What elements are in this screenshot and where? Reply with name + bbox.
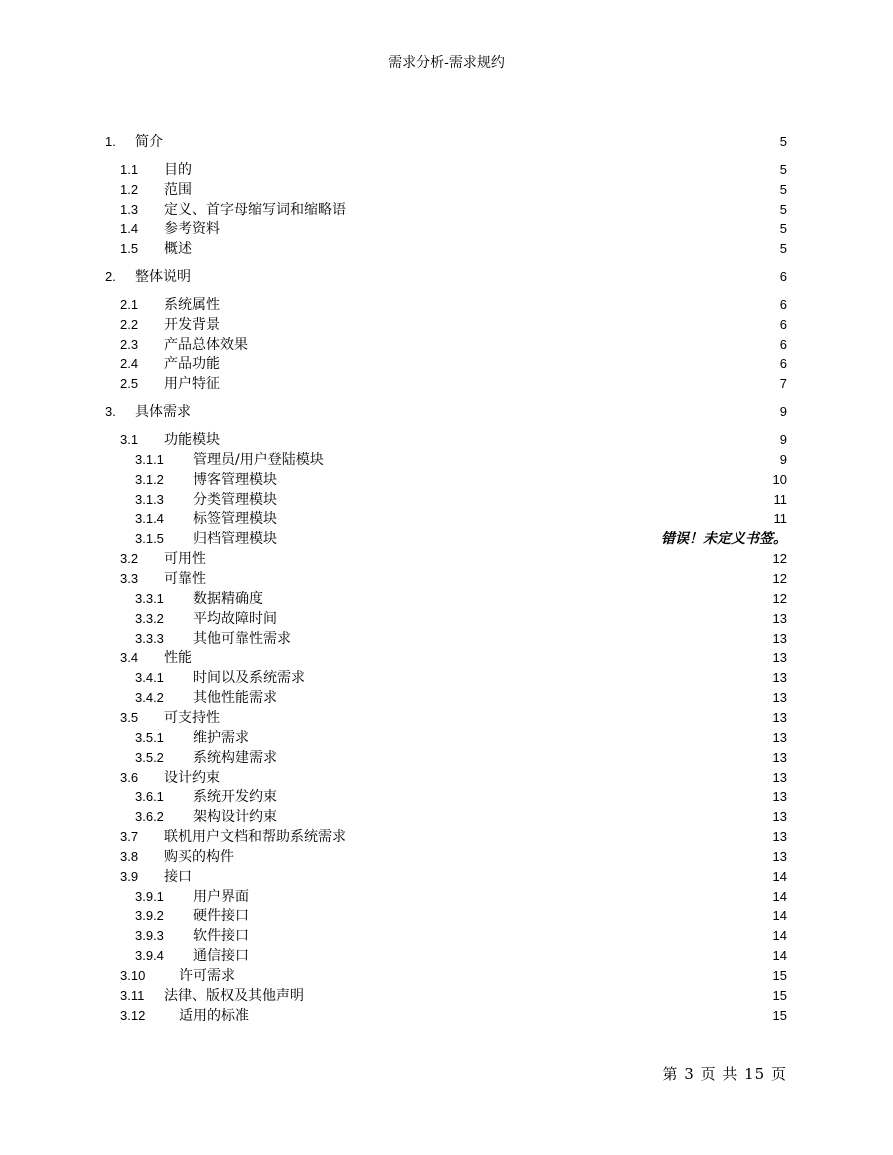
toc-entry-number: 3.6.2 [135, 809, 164, 824]
toc-entry[interactable] [0, 867, 893, 887]
toc-entry[interactable] [0, 267, 893, 287]
toc-entry-title: 开发背景 [164, 317, 220, 333]
toc-entry-number: 3.1.1 [135, 452, 164, 467]
toc-entry-number: 3.3 [120, 571, 139, 586]
toc-entry-page: 10 [772, 472, 787, 487]
toc-entry-page: 6 [779, 317, 787, 332]
toc-entry-number: 3.5.2 [135, 750, 164, 765]
toc-entry[interactable] [0, 807, 893, 827]
toc-entry[interactable] [0, 648, 893, 668]
toc-entry-page: 14 [772, 889, 787, 904]
toc-entry-page: 9 [779, 404, 787, 419]
toc-entry-page: 12 [772, 551, 787, 566]
page-footer: 第 3 页 共 15 页 [662, 1065, 787, 1083]
toc-entry-page: 13 [772, 611, 787, 626]
toc-entry[interactable] [0, 450, 893, 470]
toc-entry-number: 3.8 [120, 849, 139, 864]
toc-entry-page: 9 [779, 432, 787, 447]
toc-entry-number: 3.3.2 [135, 611, 164, 626]
toc-entry-title: 时间以及系统需求 [193, 670, 305, 686]
toc-entry-title: 概述 [164, 241, 192, 257]
toc-entry-page: 13 [772, 849, 787, 864]
toc-entry-number: 1. [105, 134, 116, 149]
toc-entry-page: 13 [772, 809, 787, 824]
toc-entry-number: 1.1 [120, 162, 139, 177]
toc-entry[interactable] [0, 490, 893, 510]
toc-entry-title: 用户界面 [193, 889, 249, 905]
toc-entry-title: 购买的构件 [164, 849, 234, 865]
toc-entry[interactable] [0, 402, 893, 422]
toc-entry-title: 数据精确度 [193, 591, 263, 607]
toc-entry-page: 13 [772, 631, 787, 646]
toc-entry-number: 3.6 [120, 770, 139, 785]
toc-entry-number: 3.6.1 [135, 789, 164, 804]
toc-entry-title: 产品总体效果 [164, 337, 248, 353]
toc-entry-title: 管理员/用户登陆模块 [193, 452, 324, 468]
toc-entry[interactable] [0, 219, 893, 239]
toc-entry-title: 法律、版权及其他声明 [164, 988, 304, 1004]
toc-entry-number: 3.9.1 [135, 889, 164, 904]
toc-entry-page: 6 [779, 356, 787, 371]
toc-entry-page: 5 [779, 134, 787, 149]
toc-entry-number: 3.11 [120, 988, 145, 1003]
toc-entry-number: 3.9.4 [135, 948, 164, 963]
toc-entry-title: 适用的标准 [179, 1008, 249, 1024]
toc-entry-title: 博客管理模块 [193, 472, 277, 488]
toc-entry-title: 系统属性 [164, 297, 220, 313]
toc-entry-title: 范围 [164, 182, 192, 198]
toc-entry-page: 13 [772, 690, 787, 705]
toc-entry[interactable] [0, 946, 893, 966]
toc-entry-number: 3.1.3 [135, 492, 164, 507]
toc-entry[interactable] [0, 160, 893, 180]
toc-entry-title: 可用性 [164, 551, 206, 567]
toc-entry-number: 3.10 [120, 968, 146, 983]
toc-entry[interactable] [0, 688, 893, 708]
toc-entry-number: 1.3 [120, 202, 139, 217]
toc-entry[interactable] [0, 132, 893, 152]
toc-entry-number: 3.2 [120, 551, 139, 566]
toc-entry-number: 3.4.2 [135, 690, 164, 705]
toc-entry[interactable] [0, 200, 893, 220]
toc-entry-title: 许可需求 [179, 968, 235, 984]
toc-entry-title: 其他性能需求 [193, 690, 277, 706]
toc-entry[interactable] [0, 430, 893, 450]
toc-entry[interactable] [0, 295, 893, 315]
toc-entry-number: 3.5.1 [135, 730, 164, 745]
toc-entry-number: 2.5 [120, 376, 139, 391]
toc-entry-number: 2.3 [120, 337, 139, 352]
toc-entry-page: 5 [779, 202, 787, 217]
toc-entry[interactable] [0, 728, 893, 748]
toc-entry[interactable] [0, 986, 893, 1006]
toc-entry-title: 系统开发约束 [193, 789, 277, 805]
toc-entry-page: 5 [779, 241, 787, 256]
toc-entry-page: 6 [779, 337, 787, 352]
toc-entry[interactable] [0, 827, 893, 847]
toc-entry[interactable] [0, 549, 893, 569]
toc-entry-number: 1.2 [120, 182, 139, 197]
toc-entry-number: 3. [105, 404, 116, 419]
toc-entry-page: 15 [772, 988, 787, 1003]
toc-entry-error-note: 错误！未定义书签。 [661, 531, 787, 547]
toc-entry-page: 5 [779, 182, 787, 197]
toc-entry-number: 2.4 [120, 356, 139, 371]
toc-entry-title: 目的 [164, 162, 192, 178]
toc-entry-page: 13 [772, 829, 787, 844]
toc-entry[interactable] [0, 906, 893, 926]
toc-entry-number: 3.9.3 [135, 928, 164, 943]
toc-entry[interactable] [0, 787, 893, 807]
toc-entry-title: 可靠性 [164, 571, 206, 587]
toc-entry[interactable] [0, 239, 893, 259]
toc-entry-page: 5 [779, 221, 787, 236]
toc-entry-number: 2.1 [120, 297, 139, 312]
toc-entry-title: 参考资料 [164, 221, 220, 237]
toc-entry-title: 功能模块 [164, 432, 220, 448]
toc-entry-page: 15 [772, 1008, 787, 1023]
toc-entry[interactable] [0, 609, 893, 629]
toc-entry[interactable] [0, 629, 893, 649]
toc-entry-title: 用户特征 [164, 376, 220, 392]
toc-entry-title: 分类管理模块 [193, 492, 277, 508]
toc-entry-number: 3.1 [120, 432, 139, 447]
toc-entry[interactable] [0, 966, 893, 986]
toc-entry-page: 15 [772, 968, 787, 983]
toc-entry-page: 11 [773, 492, 787, 507]
toc-entry-page: 11 [773, 511, 787, 526]
toc-entry-title: 简介 [135, 134, 163, 150]
toc-entry-title: 联机用户文档和帮助系统需求 [164, 829, 346, 845]
toc-entry[interactable] [0, 569, 893, 589]
toc-entry-number: 3.3.3 [135, 631, 164, 646]
toc-entry-title: 归档管理模块 [193, 531, 277, 547]
toc-entry-page: 9 [779, 452, 787, 467]
toc-entry-title: 通信接口 [193, 948, 249, 964]
toc-entry-title: 定义、首字母缩写词和缩略语 [164, 202, 346, 218]
toc-entry-title: 维护需求 [193, 730, 249, 746]
toc-entry[interactable] [0, 708, 893, 728]
toc-entry-number: 3.12 [120, 1008, 146, 1023]
toc-entry-number: 2. [105, 269, 116, 284]
toc-entry-page: 7 [779, 376, 787, 391]
toc-entry-number: 3.7 [120, 829, 139, 844]
toc-entry-page: 13 [772, 750, 787, 765]
toc-entry[interactable] [0, 374, 893, 394]
toc-entry-title: 整体说明 [135, 269, 191, 285]
toc-entry-title: 架构设计约束 [193, 809, 277, 825]
toc-entry[interactable] [0, 509, 893, 529]
toc-entry-page: 13 [772, 650, 787, 665]
toc-entry-number: 3.1.5 [135, 531, 164, 546]
toc-entry-number: 3.1.4 [135, 511, 164, 526]
toc-entry-page: 13 [772, 730, 787, 745]
toc-entry-number: 2.2 [120, 317, 139, 332]
toc-entry-page: 14 [772, 928, 787, 943]
toc-entry[interactable] [0, 768, 893, 788]
toc-entry[interactable] [0, 589, 893, 609]
toc-entry[interactable] [0, 1006, 893, 1026]
toc-entry-page: 14 [772, 908, 787, 923]
toc-entry-title: 硬件接口 [193, 908, 249, 924]
toc-entry-number: 1.5 [120, 241, 139, 256]
toc-entry-page: 13 [772, 789, 787, 804]
toc-entry-title: 系统构建需求 [193, 750, 277, 766]
toc-entry[interactable] [0, 470, 893, 490]
toc-entry-title: 设计约束 [164, 770, 220, 786]
toc-entry-page: 12 [772, 571, 787, 586]
toc-entry[interactable] [0, 748, 893, 768]
toc-entry-title: 性能 [164, 650, 192, 666]
toc-entry[interactable] [0, 529, 893, 549]
toc-entry-page: 13 [772, 670, 787, 685]
page-header: 需求分析-需求规约 [388, 55, 505, 71]
toc-entry-page: 6 [779, 297, 787, 312]
toc-entry-title: 其他可靠性需求 [193, 631, 291, 647]
toc-entry-number: 3.9 [120, 869, 139, 884]
toc-entry[interactable] [0, 335, 893, 355]
toc-entry-title: 平均故障时间 [193, 611, 277, 627]
toc-entry-page: 5 [779, 162, 787, 177]
toc-entry[interactable] [0, 887, 893, 907]
toc-entry-number: 3.4 [120, 650, 139, 665]
toc-entry-page: 13 [772, 710, 787, 725]
toc-entry[interactable] [0, 847, 893, 867]
toc-entry-number: 1.4 [120, 221, 139, 236]
toc-entry-title: 软件接口 [193, 928, 249, 944]
toc-entry-number: 3.1.2 [135, 472, 164, 487]
toc-entry[interactable] [0, 354, 893, 374]
toc-entry-number: 3.3.1 [135, 591, 164, 606]
toc-entry-page: 14 [772, 869, 787, 884]
toc-entry-number: 3.5 [120, 710, 139, 725]
toc-entry-title: 产品功能 [164, 356, 220, 372]
toc-entry-number: 3.9.2 [135, 908, 164, 923]
toc-entry-title: 具体需求 [135, 404, 191, 420]
toc-entry[interactable] [0, 926, 893, 946]
toc-entry-page: 6 [779, 269, 787, 284]
toc-entry[interactable] [0, 180, 893, 200]
toc-entry-page: 13 [772, 770, 787, 785]
toc-entry-title: 标签管理模块 [193, 511, 277, 527]
toc-entry-page: 12 [772, 591, 787, 606]
toc-entry-page: 14 [772, 948, 787, 963]
toc-entry[interactable] [0, 315, 893, 335]
toc-entry-title: 接口 [164, 869, 192, 885]
toc-entry[interactable] [0, 668, 893, 688]
toc-entry-title: 可支持性 [164, 710, 220, 726]
toc-entry-number: 3.4.1 [135, 670, 164, 685]
